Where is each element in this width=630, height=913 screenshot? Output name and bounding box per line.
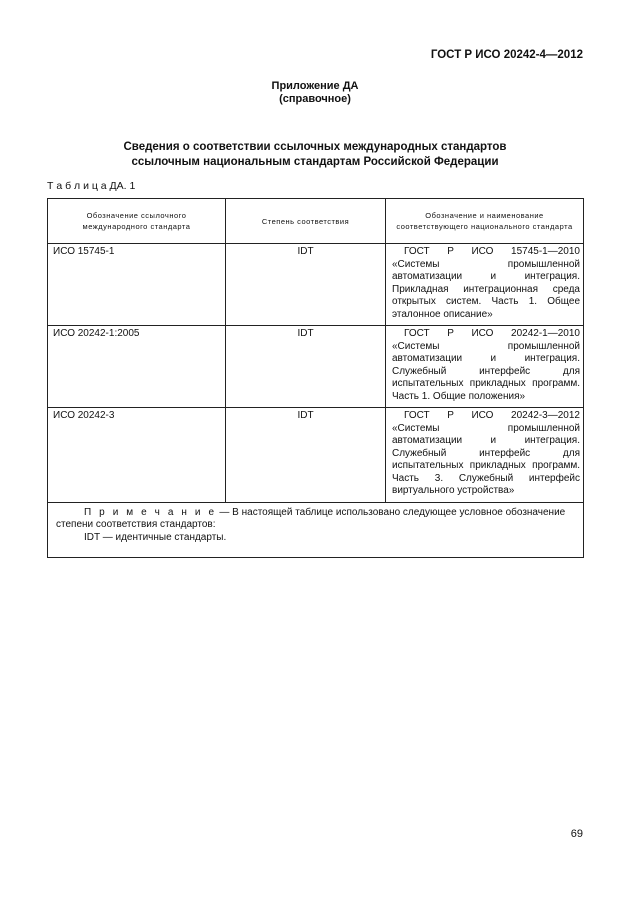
- cell-international-standard: ИСО 20242-1:2005: [48, 326, 226, 408]
- cell-national-standard: ГОСТ Р ИСО 20242-1—2010 «Системы промышленной автоматизации и интеграция. Служебный интерфейс для испытательных прикладных программ. Часть 1. Общие положения»: [386, 326, 584, 408]
- table-row: [48, 408, 584, 503]
- table-row: [48, 326, 584, 408]
- cell-national-standard: ГОСТ Р ИСО 20242-3—2012 «Системы промышленной автоматизации и интеграция. Служебный интерфейс для испытательных прикладных программ. Часть 3. Служебный интерфейс виртуального устройства»: [386, 408, 584, 503]
- table-label: Т а б л и ц а ДА. 1: [47, 180, 136, 192]
- cell-international-standard: ИСО 20242-3: [48, 408, 226, 503]
- header-national-standard: Обозначение и наименование соответствующего национального стандарта: [386, 199, 584, 244]
- annex-title: Приложение ДА: [271, 80, 359, 92]
- table-note: [48, 502, 584, 557]
- note-item: IDT — идентичные стандарты.: [84, 531, 227, 543]
- cell-degree: IDT: [226, 244, 386, 326]
- section-title: [0, 140, 630, 170]
- page-number: 69: [570, 828, 583, 840]
- document-code: ГОСТ Р ИСО 20242-4—2012: [430, 49, 583, 61]
- annex-subtitle: (справочное): [279, 93, 351, 105]
- section-title-line-2: ссылочным национальным стандартам Российской Федерации: [131, 156, 499, 168]
- table-note-row: [48, 502, 584, 557]
- table-header-row: [48, 199, 584, 244]
- note-label: П р и м е ч а н и е: [84, 506, 217, 518]
- cell-national-standard: ГОСТ Р ИСО 15745-1—2010 «Системы промышленной автоматизации и интеграция. Прикладная интеграционная среда открытых систем. Часть 1. Общее эталонное описание»: [386, 244, 584, 326]
- note-paragraph: [56, 507, 575, 532]
- note-text: — В настоящей таблице использовано следующее условное обозначение степени соответствия стандартов:: [56, 506, 566, 530]
- header-international-standard: Обозначение ссылочного международного стандарта: [48, 199, 226, 244]
- section-title-line-1: Сведения о соответствии ссылочных международных стандартов: [123, 141, 507, 153]
- header-degree-of-correspondence: Степень соответствия: [226, 199, 386, 244]
- cell-degree: IDT: [226, 326, 386, 408]
- table-row: [48, 244, 584, 326]
- cell-degree: IDT: [226, 408, 386, 503]
- correspondence-table: [47, 198, 584, 558]
- cell-international-standard: ИСО 15745-1: [48, 244, 226, 326]
- annex-heading: [0, 80, 630, 106]
